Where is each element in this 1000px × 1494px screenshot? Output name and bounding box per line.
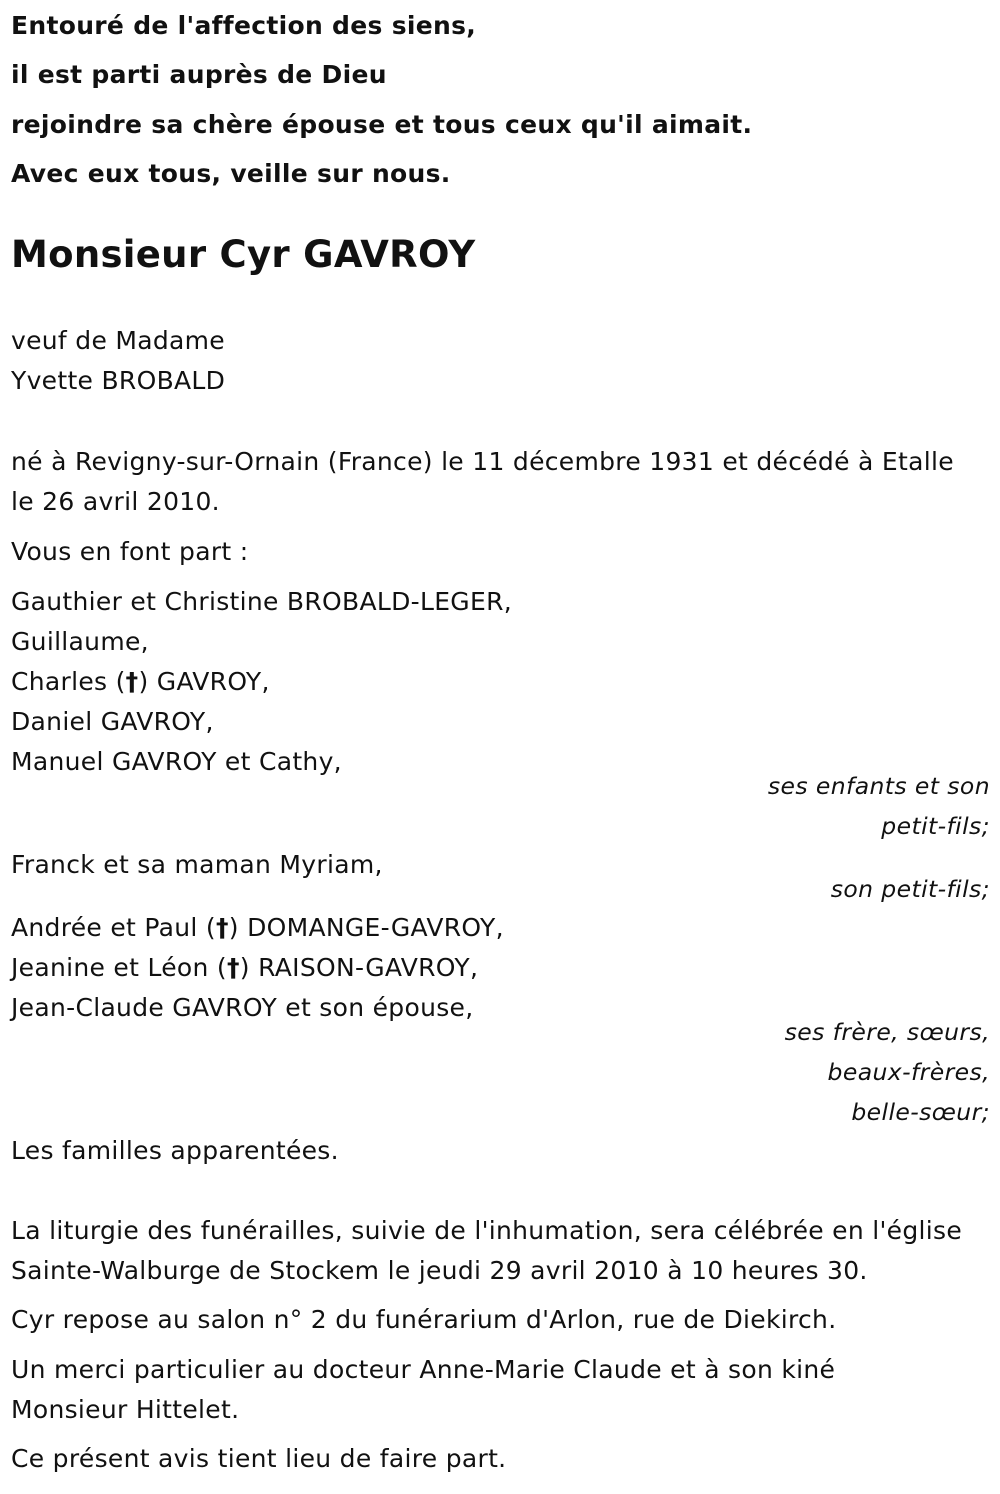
announce-text: Vous en font part : xyxy=(11,537,249,566)
spouse-line-1: veuf de Madame xyxy=(11,326,225,355)
children-line-4: Daniel GAVROY, xyxy=(11,707,214,736)
verse-line-1: Entouré de l'affection des siens, xyxy=(11,11,477,40)
funeral-line-2: Sainte-Walburge de Stockem le jeudi 29 avril 2010 à 10 heures 30. xyxy=(11,1256,868,1285)
children-line-3-text-a: Charles ( xyxy=(11,667,126,696)
verse-line-2: il est parti auprès de Dieu xyxy=(11,60,387,89)
birth-death-line-2: le 26 avril 2010. xyxy=(11,487,220,516)
rest-line: Cyr repose au salon n° 2 du funérarium d'Arlon, rue de Diekirch. xyxy=(11,1305,837,1334)
children-role-line-2: petit-fils; xyxy=(881,812,990,840)
spouse-line-2: Yvette BROBALD xyxy=(11,366,226,395)
siblings-line-1-text-b: ) DOMANGE-GAVROY, xyxy=(228,913,504,942)
siblings-line-3: Jean-Claude GAVROY et son épouse, xyxy=(11,993,474,1022)
siblings-line-2 xyxy=(11,953,478,983)
children-line-3-text-b: ) GAVROY, xyxy=(138,667,270,696)
siblings-line-1-text-a: Andrée et Paul ( xyxy=(11,913,216,942)
grandson-role: son petit-fils; xyxy=(830,875,990,903)
thanks-line-1: Un merci particulier au docteur Anne-Marie Claude et à son kiné xyxy=(11,1355,836,1384)
siblings-role-line-3: belle-sœur; xyxy=(851,1098,990,1126)
cross-icon: † xyxy=(215,913,229,942)
children-line-5: Manuel GAVROY et Cathy, xyxy=(11,747,342,776)
verse-line-3: rejoindre sa chère épouse et tous ceux qu'il aimait. xyxy=(11,110,753,139)
children-line-1: Gauthier et Christine BROBALD-LEGER, xyxy=(11,587,512,616)
deceased-name: Monsieur Cyr GAVROY xyxy=(11,233,476,276)
verse-line-4: Avec eux tous, veille sur nous. xyxy=(11,159,451,188)
thanks-line-2: Monsieur Hittelet. xyxy=(11,1395,240,1424)
cross-icon: † xyxy=(226,953,240,982)
notice-line: Ce présent avis tient lieu de faire part. xyxy=(11,1444,507,1473)
cross-icon: † xyxy=(125,667,139,696)
siblings-line-1 xyxy=(11,913,504,943)
siblings-role-line-1: ses frère, sœurs, xyxy=(784,1018,990,1046)
children-line-3 xyxy=(11,667,270,697)
grandson-line: Franck et sa maman Myriam, xyxy=(11,850,383,879)
funeral-line-1: La liturgie des funérailles, suivie de l'inhumation, sera célébrée en l'église xyxy=(11,1216,963,1245)
birth-death-line-1: né à Revigny-sur-Ornain (France) le 11 décembre 1931 et décédé à Etalle xyxy=(11,447,954,476)
siblings-line-2-text-b: ) RAISON-GAVROY, xyxy=(239,953,479,982)
siblings-role-line-2: beaux-frères, xyxy=(827,1058,990,1086)
children-line-2: Guillaume, xyxy=(11,627,149,656)
families-line: Les familles apparentées. xyxy=(11,1136,339,1165)
siblings-line-2-text-a: Jeanine et Léon ( xyxy=(11,953,227,982)
children-role-line-1: ses enfants et son xyxy=(767,772,990,800)
